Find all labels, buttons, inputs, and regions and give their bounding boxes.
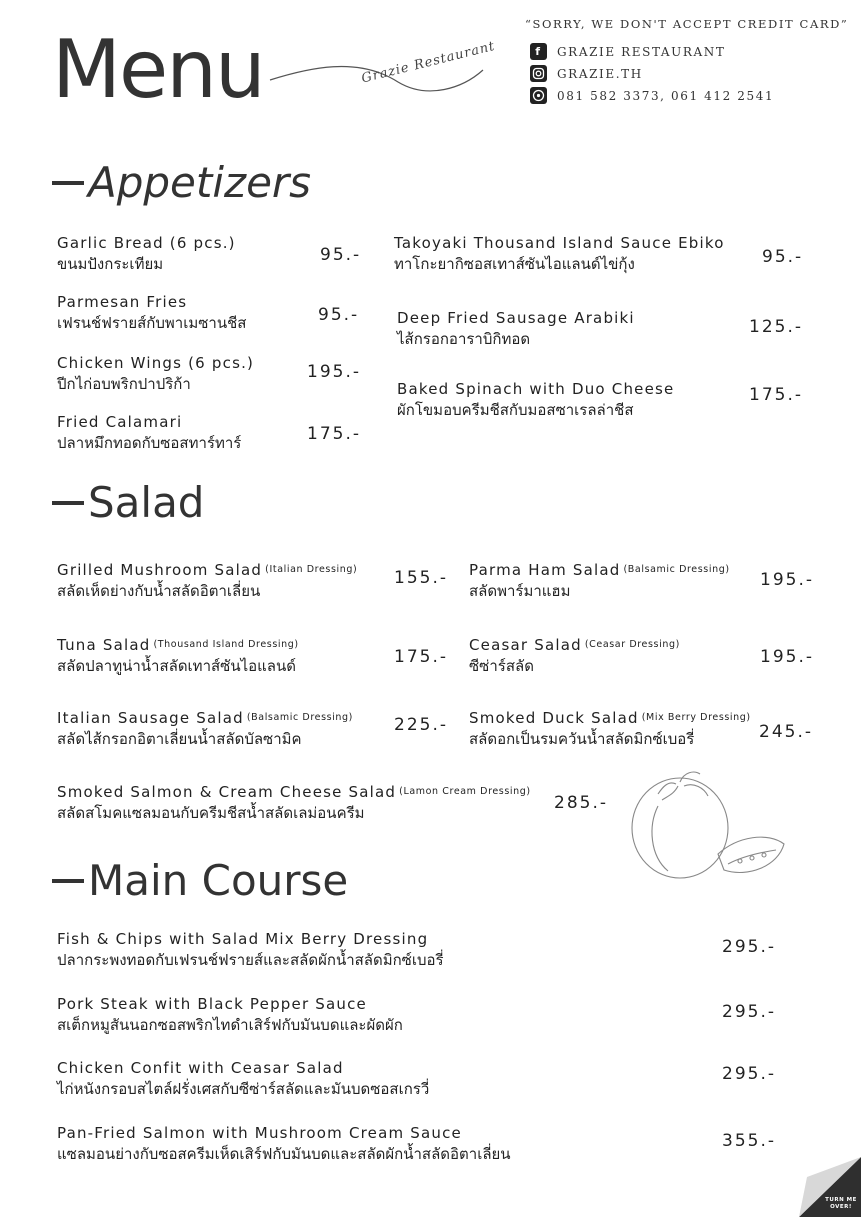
menu-item: Fish & Chips with Salad Mix Berry Dressing ปลากระพงทอดกับเฟรนช์ฟรายส์และสลัดผักน้ำสลัดมิกซ์เบอรี่ [57,930,444,969]
item-price: 195.- [760,647,814,667]
contact-facebook[interactable] [530,43,726,60]
menu-item: Smoked Duck Salad $^{(Mix Berry Dressing)}$ สลัดอกเป็นรมควันน้ำสลัดมิกซ์เบอรี่ [469,709,751,748]
menu-item: Fried Calamari ปลาหมึกทอดกับซอสทาร์ทาร์ [57,413,242,452]
menu-item: Tuna Salad $^{(Thousand Island Dressing)}$ สลัดปลาทูน่าน้ำสลัดเทาส์ซันไอแลนด์ [57,636,299,675]
menu-item: Parmesan Fries เฟรนช์ฟรายส์กับพาเมซานชีส [57,293,247,332]
menu-item: Garlic Bread (6 pcs.) ขนมปังกระเทียม [57,234,236,273]
menu-item: Parma Ham Salad $^{(Balsamic Dressing)}$ สลัดพาร์มาแฮม [469,561,730,600]
menu-item: Baked Spinach with Duo Cheese ผักโขมอบครีมชีสกับมอสซาเรลล่าชีส [397,380,675,419]
item-price: 175.- [749,385,803,405]
menu-item: Pan-Fried Salmon with Mushroom Cream Sauce แซลมอนย่างกับซอสครีมเห็ดเสิร์ฟกับมันบดและสลัดผักน้ำสลัดอิตาเลี่ยน [57,1124,511,1163]
item-price: 195.- [760,570,814,590]
contact-facebook-text: GRAZIE RESTAURANT [557,44,726,59]
facebook-icon: f [530,43,547,60]
menu-item: Smoked Salmon & Cream Cheese Salad $^{(Lamon Cream Dressing)}$ สลัดสโมคแซลมอนกับครีมชีสน้ำสลัดเลม่อนครีม [57,783,531,822]
menu-item: Takoyaki Thousand Island Sauce Ebiko ทาโกะยากิซอสเทาส์ซันไอแลนด์ไข่กุ้ง [394,234,725,273]
item-price: 225.- [394,715,448,735]
item-price: 355.- [722,1131,776,1151]
item-price: 295.- [722,1064,776,1084]
item-price: 175.- [394,647,448,667]
item-price: 95.- [762,247,804,267]
item-price: 245.- [759,722,813,742]
menu-item: Italian Sausage Salad $^{(Balsamic Dressing)}$ สลัดไส้กรอกอิตาเลี่ยนน้ำสลัดบัลซามิค [57,709,353,748]
turn-over-label: TURN ME OVER! [825,1197,857,1210]
menu-item: Ceasar Salad $^{(Ceasar Dressing)}$ ซีซ่าร์สลัด [469,636,680,675]
item-price: 175.- [307,424,361,444]
item-price: 95.- [318,305,360,325]
menu-item: Chicken Wings (6 pcs.) ปีกไก่อบพริกปาปริก้า [57,354,255,393]
section-title-main-course: Main Course [52,860,348,902]
section-title-appetizers: Appetizers [52,162,311,204]
whatsapp-icon [530,87,547,104]
menu-item: Pork Steak with Black Pepper Sauce สเต็กหมูสันนอกซอสพริกไทดำเสิร์ฟกับมันบดและผัดผัก [57,995,403,1034]
contact-instagram[interactable] [530,65,643,82]
menu-item: Deep Fried Sausage Arabiki ไส้กรอกอาราบิกิทอด [397,309,635,348]
section-dash [52,181,84,185]
contact-whatsapp[interactable] [530,87,774,104]
item-price: 155.- [394,568,448,588]
instagram-icon [530,65,547,82]
item-price: 285.- [554,793,608,813]
item-price: 295.- [722,937,776,957]
credit-card-notice: “SORRY, WE DON'T ACCEPT CREDIT CARD” [525,17,849,31]
menu-item: Grilled Mushroom Salad $^{(Italian Dressing)}$ สลัดเห็ดย่างกับน้ำสลัดอิตาเลี่ยน [57,561,358,600]
turn-over-corner[interactable] [799,1157,861,1217]
item-price: 95.- [320,245,362,265]
item-price: 295.- [722,1002,776,1022]
item-price: 125.- [749,317,803,337]
tomato-illustration [628,766,788,886]
section-dash [52,501,84,505]
section-title-salad: Salad [52,482,204,524]
item-price: 195.- [307,362,361,382]
contact-whatsapp-text: 081 582 3373, 061 412 2541 [557,88,775,103]
contact-instagram-text: GRAZIE.TH [557,66,643,81]
menu-item: Chicken Confit with Ceasar Salad ไก่หนังกรอบสไตล์ฝรั่งเศสกับซีซ่าร์สลัดและมันบดซอสเกรวี่ [57,1059,430,1098]
section-dash [52,879,84,883]
swoosh-decoration [268,58,488,108]
menu-title: Menu [52,23,264,116]
brand-script: Grazie Restaurant [360,38,497,87]
